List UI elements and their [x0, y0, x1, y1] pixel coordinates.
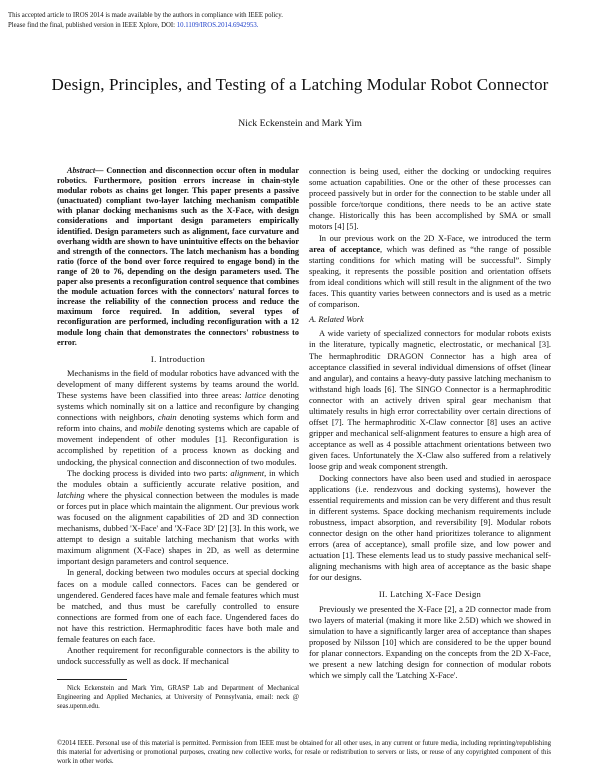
- intro-paragraph-1: Mechanisms in the field of modular robotics have advanced with the development of many different systems by teams around the world. These systems have been classified into three areas: lattice denoting systems which nominally sit on a lattice and reconfigure by changing connections with neighbors, chain denoting systems which form and reform into chains, and mobile denoting systems which are capable of movement independent of other modules [1]. Reconfiguration is accomplished by repetition of a process known as docking and undocking, the physical connection and disconnection of two modules.: [57, 367, 300, 467]
- notice-line-2: [8, 21, 283, 31]
- publication-notice: [8, 11, 283, 30]
- right-paragraph-1: connection is being used, either the docking or undocking requires some actuation capabilities. One or the other of these processes can proceed passively but in order for the connection to be stable under all possible force/torque conditions, there needs to be an active state change. Historically this has been accomplished by SMA or small motors [4] [5].: [309, 166, 551, 232]
- subsection-heading-related-work: A. Related Work: [309, 314, 364, 325]
- abstract-label: Abstract: [67, 166, 96, 175]
- footnote-rule: [57, 679, 127, 680]
- doi-link[interactable]: 10.1109/IROS.2014.6942953.: [176, 21, 259, 29]
- abstract: [57, 166, 299, 348]
- intro-paragraph-4: Another requirement for reconfigurable connectors is the ability to undock successfully as well as dock. If mechanical: [57, 645, 299, 667]
- section-heading-latching-x-face: II. Latching X-Face Design: [378, 589, 482, 600]
- related-paragraph-1: A wide variety of specialized connectors for modular robots exists in the literature, typically magnetic, electrostatic, or mechanical [3]. The hermaphroditic DRAGON Connector has a high area of acceptance classified in several individual dimensions of offset (linear and angular), and contains a heavy-duty passive latching mechanism to withstand high loads [6]. The SINGO Connector is a hermaphroditic connector with an actively driven spiral gear mechanism that ultimately results in high error correctability over certain directions of offset [7]. The hermaphroditic X-Claw connector [8] uses an active gripper and mechanical self-alignment features to ensure a high area of acceptance as well as 4 possible attachment orientations between two given faces. Unfortunately the X-Claw also suffered from a relatively loose grip and weak component strength.: [309, 328, 551, 472]
- paper-authors: Nick Eckenstein and Mark Yim: [238, 118, 362, 129]
- latching-paragraph-1: Previously we presented the X-Face [2], a 2D connector made from two layers of material (making it more like 2.5D) which we showed in simulation to have a significantly larger area of acceptance than shapes proposed by Nilsson [10] which are considered to be the upper bound for planar connectors. Expanding on the concepts from the 2D X-Face, we present a new latching design for connection of modular robots which we simply call the 'Latching X-Face'.: [309, 603, 551, 681]
- author-footnote: Nick Eckenstein and Mark Yim, GRASP Lab and Department of Mechanical Engineering and Applied Mechanics, at University of Pennsylvania, email: neck @ seas.upenn.edu.: [57, 685, 299, 711]
- left-column: [57, 166, 299, 711]
- abstract-text: — Connection and disconnection occur often in modular robotics. Furthermore, position errors increase in chain-style modular robots as chains get longer. This paper presents a passive (unactuated) compliant two-layer latching mechanism compatible with planar docking mechanisms such as the X-Face, with design considerations and important design parameters empirically identified. Design parameters such as alignment, face curvature and overhang width are shown to have unintuitive effects on the behavior and strength of the connectors. The latch mechanism has a bonding ratio (force of the bond over force required to engage bond) in the range of 20 to 76, depending on the design parameters used. The paper also presents a reconfiguration control sequence that combines the module actuation forces with the connectors' natural forces to increase the reliability of the connection process and reduce the maximum force required. In addition, several types of reconfiguration are performed, including reconfiguration with a 12 module long chain that demonstrates the connectors' robustness to error.: [57, 166, 299, 347]
- intro-paragraph-3: In general, docking between two modules occurs at special docking faces on a module called connectors. Faces can be gendered or ungendered. Gendered faces have male and female features which must be matched, and thus must be carefully controlled to ensure connections are formed from one of each face. Ungendered faces do not have this restriction. Hermaphroditic faces have both male and female features on each face.: [57, 567, 299, 645]
- right-paragraph-2: In our previous work on the 2D X-Face, we introduced the term area of acceptance, which was defined as “the range of possible starting conditions for which mating will be successful”. Simply speaking, it represents the possible position and orientation offsets from ideal conditions which will still result in the alignment of the two faces. This quantity varies between connectors and is used as a metric of comparison.: [309, 232, 551, 310]
- copyright-notice: ©2014 IEEE. Personal use of this material is permitted. Permission from IEEE must be obtained for all other uses, in any current or future media, including reprinting/republishing this material for advertising or promotional purposes, creating new collective works, for resale or redistribution to servers or lists, or reuse of any copyrighted component of this work in other works.: [57, 740, 551, 765]
- paper-title: Design, Principles, and Testing of a Latching Modular Robot Connector: [51, 75, 549, 94]
- notice-line-1: This accepted article to IROS 2014 is made available by the authors in compliance with IEEE policy.: [8, 12, 283, 19]
- intro-paragraph-2: The docking process is divided into two parts: alignment, in which the modules obtain a sufficiently accurate relative position, and latching where the physical connection between the modules is made or forces put in place which maintain the alignment. Our previous work was focused on the alignment capabilities of 2D and 3D connection mechanisms, dubbed 'X-Face' and 'X-Face 3D' [2] [3]. In this work, we attempt to design a suitable latching mechanism that works with maximum alignment (X-Face) shapes in 2D, as well as determine important design parameters and control sequence.: [57, 467, 299, 567]
- related-paragraph-2: Docking connectors have also been used and studied in aerospace applications (i.e. rendezvous and docking systems), however the essential requirements and mission can be very different and thus result in different systems. Space docking mechanism requirements include robustness, impact absorption, and reversibility [9]. Modular robots connector design on the other hand prioritizes tolerance to alignment errors (area of acceptance), small profile size, and low power and actuation [1]. These elements lead us to study passive mechanical self-aligning mechanisms with high area of acceptance as the basic shape for our designs.: [309, 472, 551, 583]
- notice-line-2-prefix: Please find the final, published version in IEEE Xplore, DOI:: [8, 21, 177, 29]
- section-heading-introduction: I. Introduction: [150, 353, 206, 364]
- right-column: [309, 166, 551, 681]
